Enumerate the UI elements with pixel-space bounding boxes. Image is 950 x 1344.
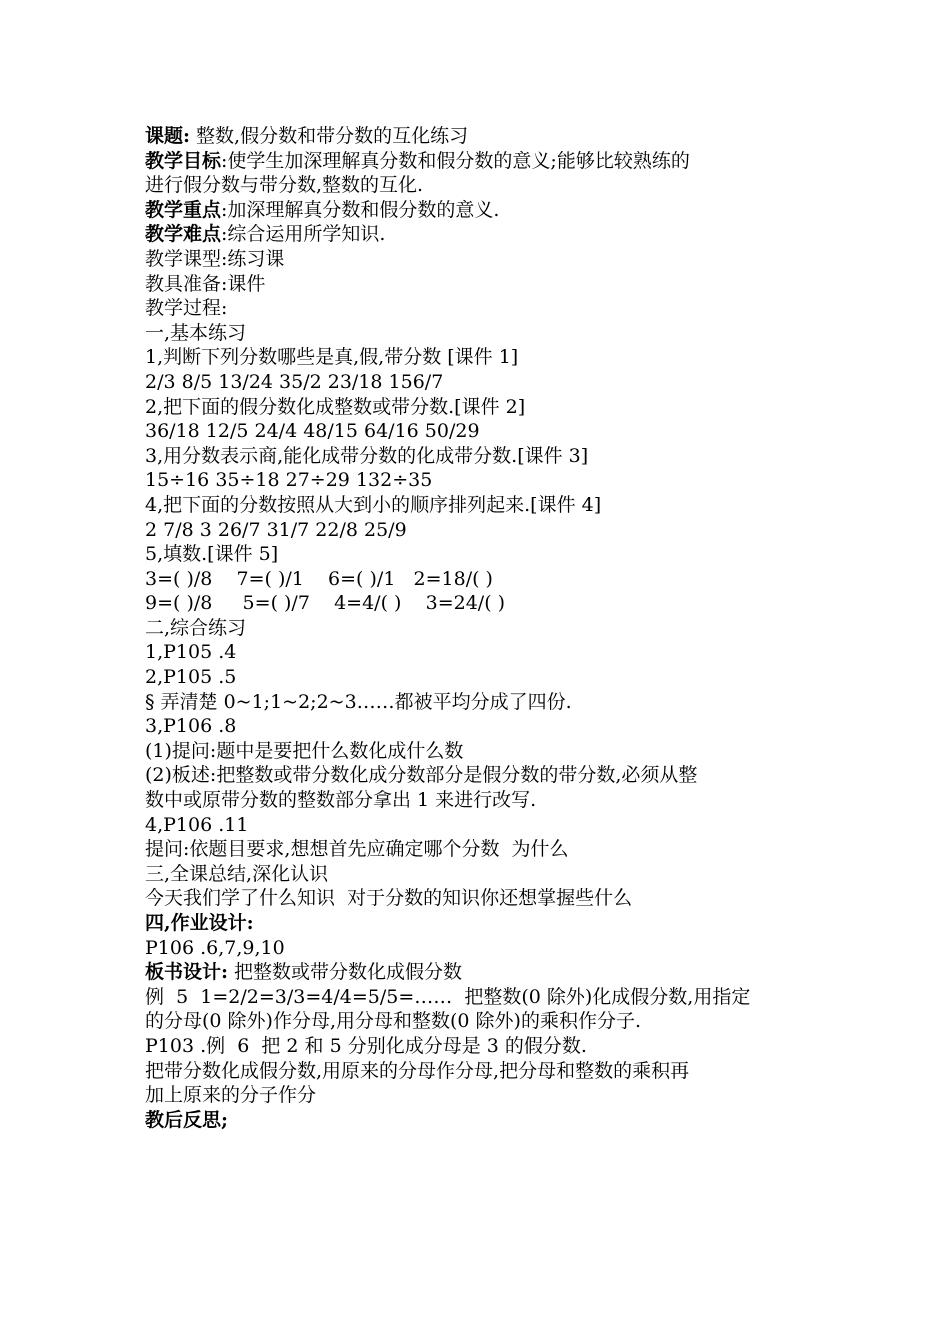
- difficulty-label: 教学难点: [145, 223, 222, 246]
- reflection-label: 教后反思;: [145, 1108, 229, 1131]
- goal-value: :使学生加深理解真分数和假分数的意义;能够比较熟练的: [221, 149, 690, 172]
- board-design-line: [145, 960, 815, 985]
- board-line-1: 例 5 1=2/2=3/3=4/4=5/5=…… 把整数(0 除外)化成假分数,用指定: [145, 985, 751, 1008]
- basic-question-2: 2,把下面的假分数化成整数或带分数.[课件 2]: [145, 395, 526, 418]
- board-line-2: 的分母(0 除外)作分母,用分母和整数(0 除外)的乘积作分子.: [145, 1010, 641, 1033]
- comprehensive-item-4: 4,P106 .11: [145, 813, 249, 836]
- comprehensive-item-3-b-continued: 数中或原带分数的整数部分拿出 1 来进行改写.: [145, 789, 537, 812]
- basic-question-4: 4,把下面的分数按照从大到小的顺序排列起来.[课件 4]: [145, 493, 602, 516]
- section-comprehensive-title: 二,综合练习: [145, 616, 247, 639]
- basic-question-5-row-2: 9=( )/8 5=( )/7 4=4/( ) 3=24/( ): [145, 592, 506, 615]
- basic-question-2-items: 36/18 12/5 24/4 48/15 64/16 50/29: [145, 420, 480, 443]
- comprehensive-item-2: 2,P105 .5: [145, 666, 237, 689]
- key-point-label: 教学重点: [145, 198, 222, 221]
- comprehensive-item-4-question: 提问:依题目要求,想想首先应确定哪个分数 为什么: [145, 838, 569, 861]
- board-line-5: 加上原来的分子作分: [145, 1084, 317, 1107]
- section-basic-title: 一,基本练习: [145, 321, 247, 344]
- goal-line: [145, 149, 815, 174]
- section-summary-title: 三,全课总结,深化认识: [145, 862, 329, 885]
- board-design-value: 把整数或带分数化成假分数: [228, 961, 463, 984]
- comprehensive-item-2-note: § 弄清楚 0~1;1~2;2~3……都被平均分成了四份.: [145, 690, 572, 713]
- key-point-line: [145, 198, 815, 223]
- topic-line: [145, 124, 815, 149]
- lesson-plan-document: [145, 124, 815, 1132]
- basic-question-5: 5,填数.[课件 5]: [145, 543, 279, 566]
- basic-question-5-row-1: 3=( )/8 7=( )/1 6=( )/1 2=18/( ): [145, 567, 493, 590]
- section-homework-title: 四,作业设计:: [145, 912, 254, 934]
- comprehensive-item-3-a: (1)提问:题中是要把什么数化成什么数: [145, 739, 464, 762]
- basic-question-1: 1,判断下列分数哪些是真,假,带分数 [课件 1]: [145, 346, 519, 369]
- difficulty-line: [145, 222, 815, 247]
- basic-question-1-items: 2/3 8/5 13/24 35/2 23/18 156/7: [145, 370, 444, 393]
- goal-line-continued: 进行假分数与带分数,整数的互化.: [145, 174, 424, 197]
- board-design-label: 板书设计:: [145, 961, 229, 984]
- basic-question-3: 3,用分数表示商,能化成带分数的化成带分数.[课件 3]: [145, 444, 589, 467]
- topic-value: 整数,假分数和带分数的互化练习: [190, 125, 469, 147]
- basic-question-4-items: 2 7/8 3 26/7 31/7 22/8 25/9: [145, 518, 407, 541]
- board-line-4: 把带分数化成假分数,用原来的分母作分母,把分母和整数的乘积再: [145, 1059, 690, 1082]
- comprehensive-item-3: 3,P106 .8: [145, 715, 237, 738]
- goal-label: 教学目标: [145, 149, 222, 172]
- tools-line: 教具准备:课件: [145, 272, 266, 295]
- process-line: 教学过程:: [145, 297, 228, 320]
- summary-text: 今天我们学了什么知识 对于分数的知识你还想掌握些什么: [145, 887, 633, 910]
- comprehensive-item-1: 1,P105 .4: [145, 641, 237, 664]
- lesson-type-line: 教学课型:练习课: [145, 247, 285, 270]
- key-point-value: :加深理解真分数和假分数的意义.: [221, 198, 500, 221]
- board-line-3: P103 .例 6 把 2 和 5 分别化成分母是 3 的假分数.: [145, 1034, 587, 1057]
- comprehensive-item-3-b: (2)板述:把整数或带分数化成分数部分是假分数的带分数,必须从整: [145, 764, 698, 787]
- basic-question-3-items: 15÷16 35÷18 27÷29 132÷35: [145, 469, 433, 492]
- difficulty-value: :综合运用所学知识.: [221, 223, 386, 246]
- topic-label: 课题:: [145, 125, 191, 147]
- homework-text: P106 .6,7,9,10: [145, 936, 285, 959]
